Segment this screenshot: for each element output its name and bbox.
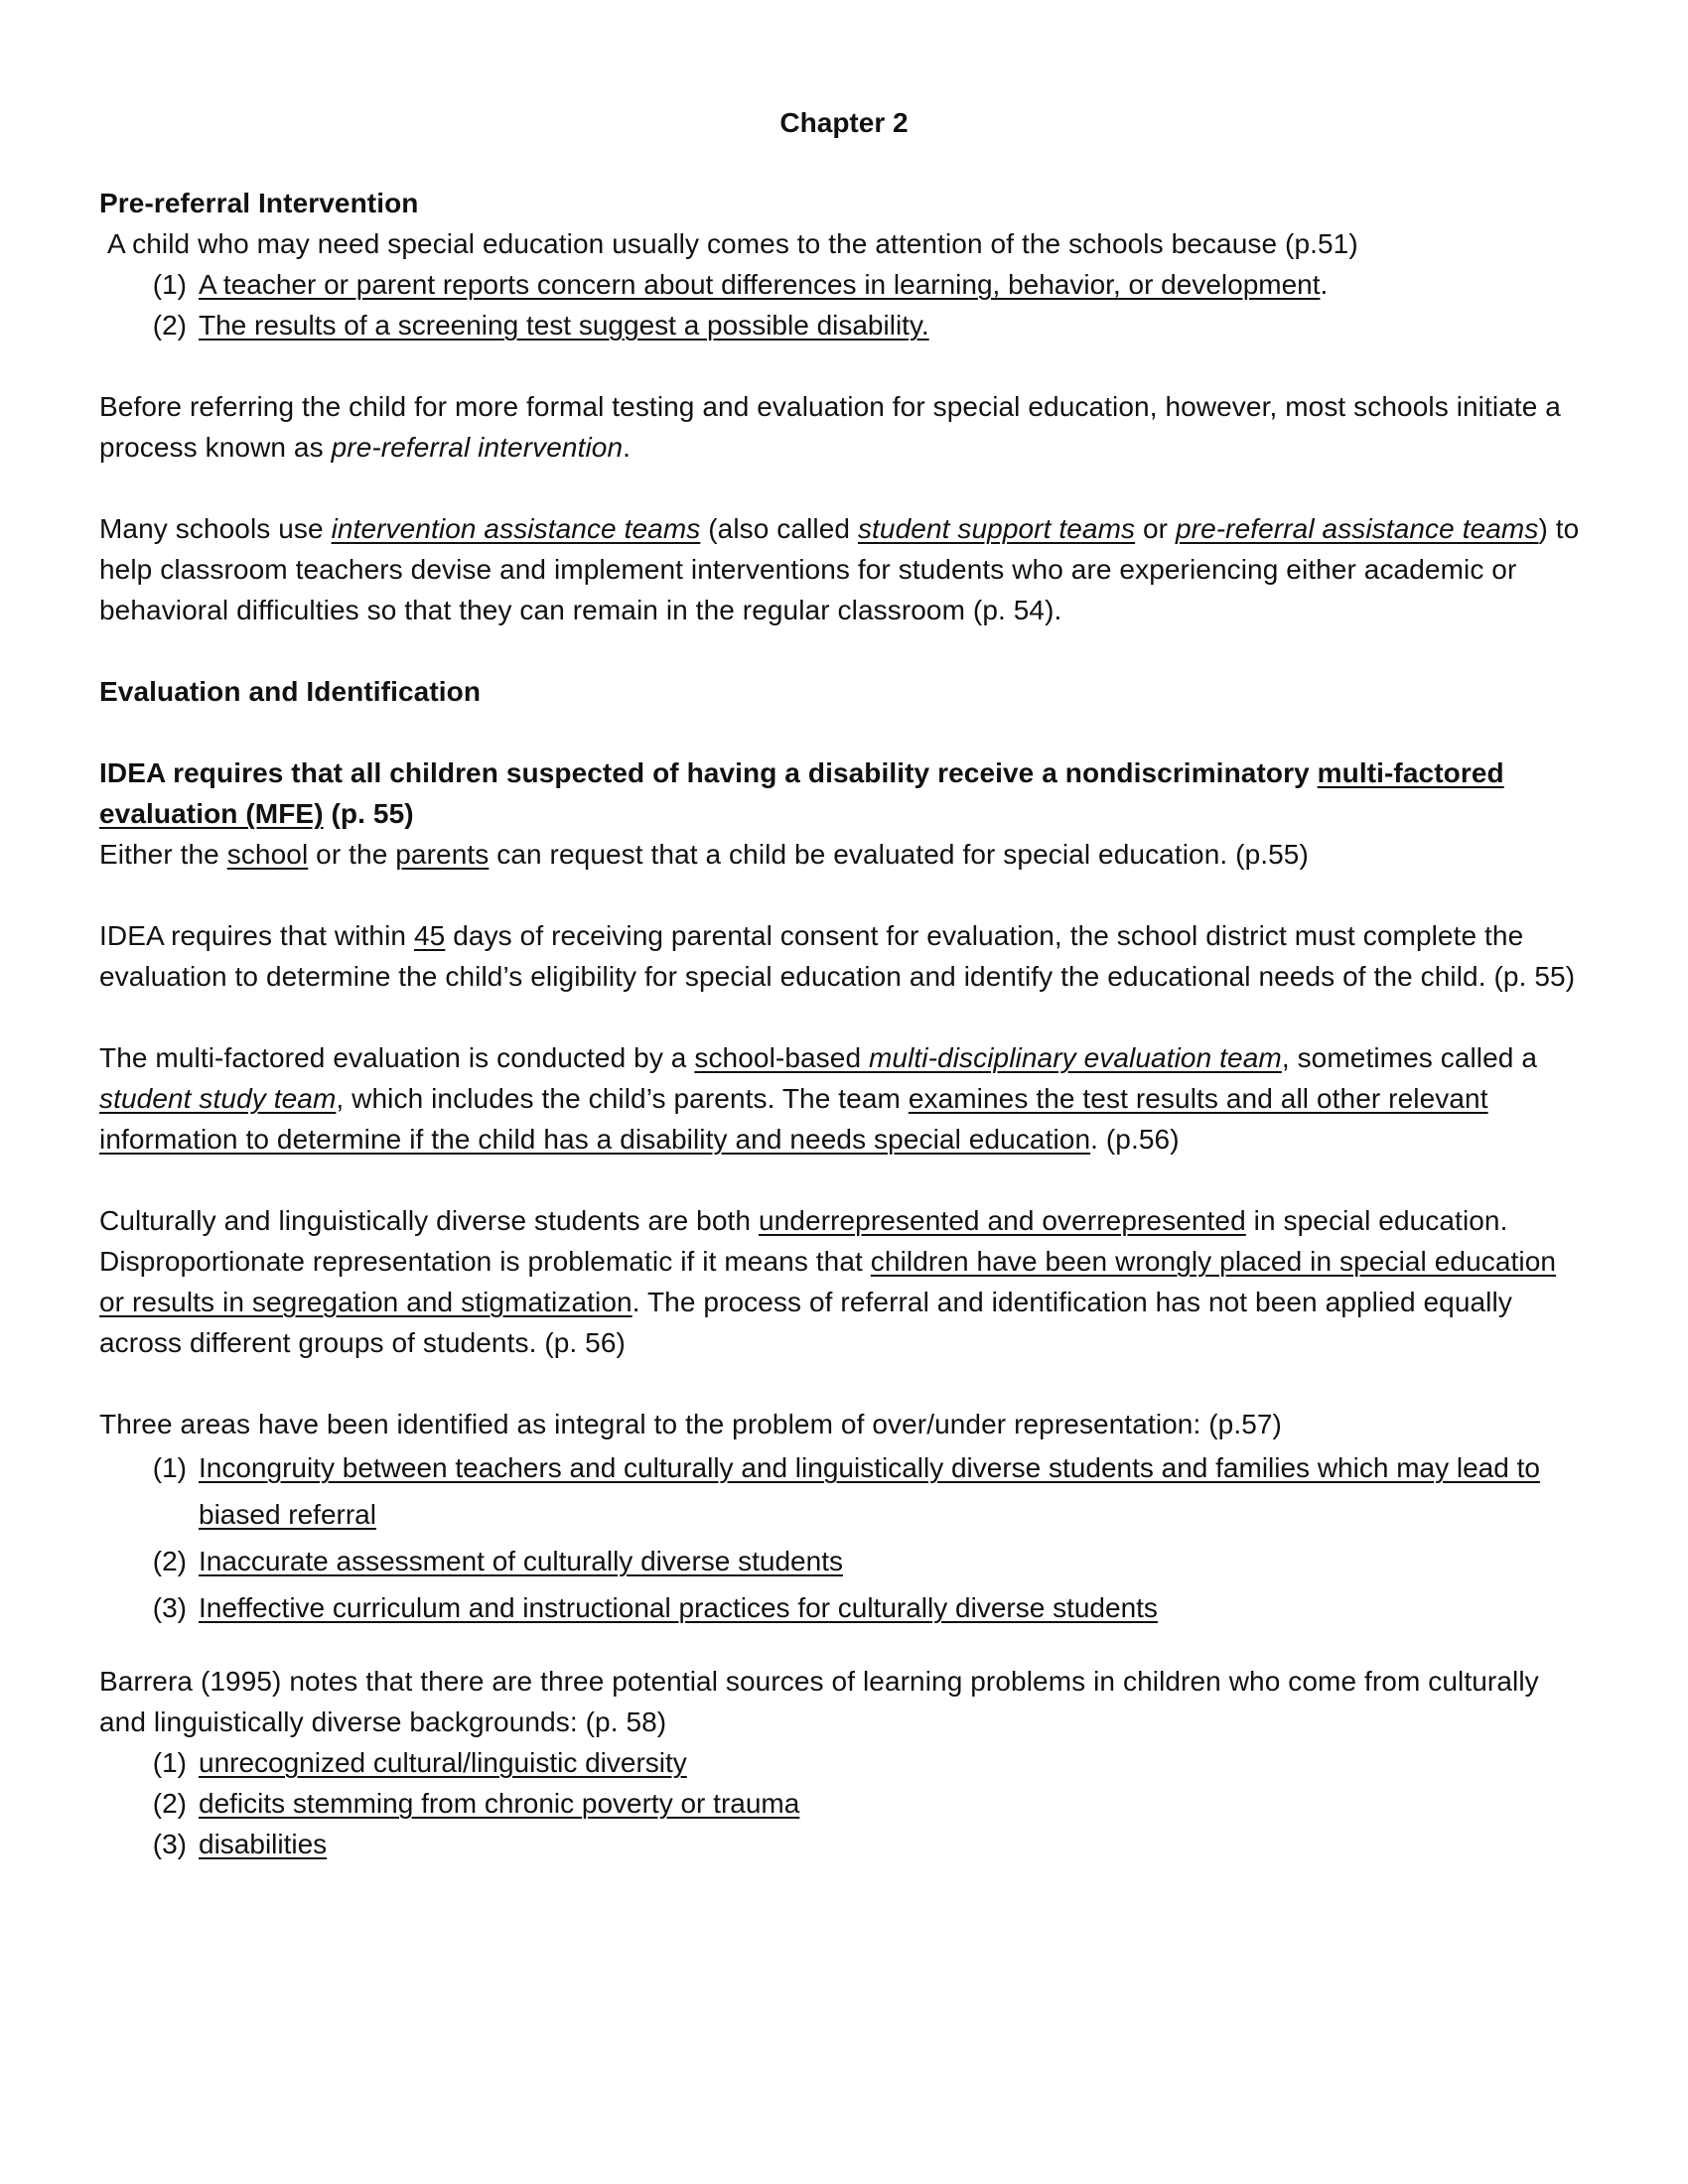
list-item-text — [199, 1538, 1589, 1584]
learning-problem-sources-list — [99, 1742, 1589, 1864]
spacer — [99, 468, 1589, 508]
underlined-text: A teacher or parent reports concern about differences in learning, behavior, or development — [199, 269, 1321, 300]
list-item-text — [199, 1444, 1589, 1538]
underlined-term: school-based — [694, 1042, 869, 1073]
spacer — [99, 875, 1589, 915]
underlined-text: disabilities — [199, 1829, 328, 1859]
three-areas-list — [99, 1444, 1589, 1631]
list-item-text — [199, 264, 1589, 305]
underlined-term: children have been wrongly placed in special education or results in segregation and stigmatization — [99, 1246, 1557, 1317]
list-item — [99, 1783, 1589, 1824]
text-run: The multi-factored evaluation is conducted by a — [99, 1042, 695, 1073]
text-run: Many schools use — [99, 513, 332, 544]
underlined-text: Inaccurate assessment of culturally diverse students — [199, 1546, 843, 1576]
spacer — [99, 1160, 1589, 1200]
spacer — [99, 1363, 1589, 1404]
list-item-tail: . — [1320, 269, 1329, 300]
spacer — [99, 997, 1589, 1037]
three-areas-intro: Three areas have been identified as integral to the problem of over/under representation: (p.57) — [99, 1409, 1282, 1439]
underlined-term: student support teams — [857, 513, 1136, 544]
barrera-paragraph: Barrera (1995) notes that there are three potential sources of learning problems in children who come from culturally and linguistically diverse backgrounds: (p. 58) — [99, 1666, 1539, 1737]
spacer — [99, 712, 1589, 752]
italic-term: pre-referral intervention — [331, 432, 624, 463]
text-run: Before referring the child for more formal testing and evaluation for special education, however, most schools initiate a process known as — [99, 391, 1561, 463]
spacer — [99, 630, 1589, 671]
text-run: Culturally and linguistically diverse students are both — [99, 1205, 759, 1236]
list-item — [99, 1444, 1589, 1538]
idea-mfe-statement — [99, 752, 1589, 834]
spacer — [99, 345, 1589, 386]
list-item — [99, 1584, 1589, 1631]
text-run: (also called — [700, 513, 858, 544]
prereferral-paragraph — [99, 386, 1589, 468]
text-run: . The process of referral and identification has not been applied equally across different groups of students. (p. 56) — [99, 1287, 1512, 1358]
text-run: can request that a child be evaluated for special education. (p.55) — [489, 839, 1309, 870]
section-heading-evaluation: Evaluation and Identification — [99, 676, 482, 707]
evaluation-deadline-paragraph — [99, 915, 1589, 997]
underlined-term: examines the test results and all other relevant information to determine if the child has a disability and needs special education — [99, 1083, 1488, 1155]
list-item — [99, 1824, 1589, 1864]
underlined-text: unrecognized cultural/linguistic diversity — [199, 1747, 687, 1778]
list-number: (1) — [152, 1747, 187, 1778]
prereferral-intro: A child who may need special education usually comes to the attention of the schools because (p.51) — [107, 228, 1358, 259]
list-item-text — [199, 1824, 1589, 1864]
spacer — [99, 1631, 1589, 1661]
text-run: . — [623, 432, 632, 463]
list-item — [99, 264, 1589, 305]
list-item — [99, 305, 1589, 345]
attention-reasons-list — [99, 264, 1589, 345]
underlined-term: school — [226, 839, 309, 870]
text-run: IDEA requires that within — [99, 920, 414, 951]
representation-paragraph — [99, 1200, 1589, 1363]
list-number: (1) — [152, 1452, 187, 1483]
text-run: in special education. Disproportionate representation is problematic if it means that — [99, 1205, 1508, 1277]
list-item-text — [199, 1783, 1589, 1824]
text-run: IDEA requires that all children suspected of having a disability receive a nondiscriminatory — [99, 757, 1318, 788]
list-number: (3) — [152, 1592, 187, 1623]
underlined-term: student study team — [99, 1083, 337, 1114]
list-item-text — [199, 305, 1589, 345]
text-run: , which includes the child’s parents. The team — [336, 1083, 909, 1114]
underlined-term: 45 — [413, 920, 446, 951]
list-number: (1) — [152, 269, 187, 300]
list-item — [99, 1538, 1589, 1584]
list-number: (3) — [152, 1829, 187, 1859]
list-number: (2) — [152, 1546, 187, 1576]
evaluation-team-paragraph — [99, 1037, 1589, 1160]
underlined-text: Ineffective curriculum and instructional practices for culturally diverse students — [199, 1592, 1158, 1623]
text-run: days of receiving parental consent for evaluation, the school district must complete the evaluation to determine the child’s eligibility for special education and identify the educational needs of the child. (p. 55) — [99, 920, 1576, 992]
text-run: , sometimes called a — [1281, 1042, 1538, 1073]
text-run: . (p.56) — [1090, 1124, 1180, 1155]
text-run: or — [1135, 513, 1176, 544]
underlined-term: underrepresented and overrepresented — [758, 1205, 1246, 1236]
underlined-text: The results of a screening test suggest a possible disability. — [199, 310, 929, 341]
chapter-title: Chapter 2 — [779, 107, 909, 138]
underlined-term: multi-disciplinary evaluation team — [869, 1042, 1282, 1073]
list-item-text — [199, 1742, 1589, 1783]
underlined-term: parents — [395, 839, 490, 870]
underlined-term: multi-factored evaluation (MFE) — [99, 757, 1504, 829]
assistance-teams-paragraph — [99, 508, 1589, 630]
text-run: or the — [308, 839, 396, 870]
underlined-text: deficits stemming from chronic poverty or trauma — [199, 1788, 800, 1819]
text-run: Either the — [99, 839, 227, 870]
text-run: (p. 55) — [323, 798, 414, 829]
underlined-term: intervention assistance teams — [331, 513, 701, 544]
list-number: (2) — [152, 310, 187, 341]
text-run: ) to help classroom teachers devise and implement interventions for students who are experiencing either academic or behavioral difficulties so that they can remain in the regular classroom (p. 54). — [99, 513, 1580, 625]
underlined-term: pre-referral assistance teams — [1175, 513, 1539, 544]
section-heading-prereferral: Pre-referral Intervention — [99, 188, 419, 218]
list-number: (2) — [152, 1788, 187, 1819]
evaluation-request-paragraph — [99, 834, 1589, 875]
list-item — [99, 1742, 1589, 1783]
list-item-text — [199, 1584, 1589, 1631]
underlined-text: Incongruity between teachers and culturally and linguistically diverse students and families which may lead to biased referral — [199, 1452, 1540, 1530]
